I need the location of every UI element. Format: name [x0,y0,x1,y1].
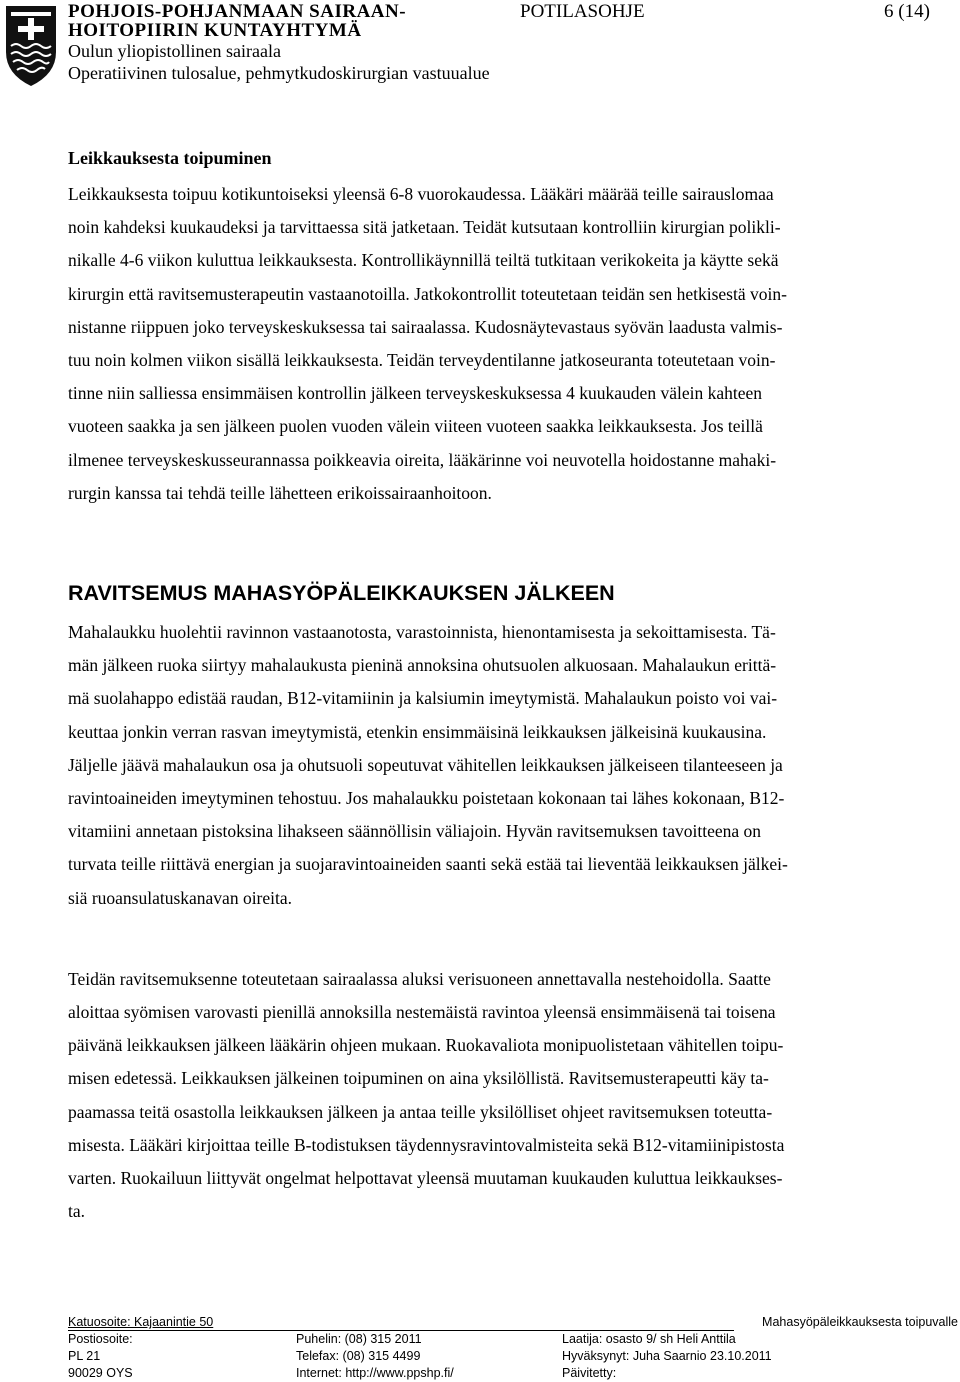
text-line: ravintoaineiden imeytyminen tehostuu. Jos mahalaukku poistetaan kokonaan tai lähes kokonaan, B12- [68,788,785,809]
text-line: kirurgin että ravitsemusterapeutin vastaanotoilla. Jatkokontrollit toteutetaan teidän sen hetkisestä voin- [68,283,787,304]
footer-address-column [68,1314,213,1382]
document-header [0,0,960,90]
section-heading-recovery: Leikkauksesta toipuminen [68,148,272,168]
text-line: misen edetessä. Leikkauksen jälkeinen toipuminen on aina yksilöllistä. Ravitsemusterapeutti käy ta- [68,1068,769,1089]
text-line: paamassa teitä osastolla leikkauksen jälkeen ja antaa teille yksilölliset ohjeet ravitsemuksen toteutta- [68,1101,773,1122]
document-body [68,148,936,1228]
unit-name: Operatiivinen tulosalue, pehmytkudoskirurgian vastuualue [68,63,490,83]
section-heading-nutrition: RAVITSEMUS MAHASYÖPÄLEIKKAUKSEN JÄLKEEN [68,581,615,606]
text-line: turvata teille riittävä energian ja suojaravintoaineiden saanti sekä estää tai lieventää leikkauksen jälkei- [68,854,788,875]
footer-contact-column [296,1314,454,1382]
text-line: ilmenee terveyskeskusseurannassa poikkeavia oireita, lääkärinne voi neuvotella hoidostanne mahaki- [68,449,777,470]
recovery-paragraph [68,178,936,510]
nutrition-paragraph-2 [68,963,936,1229]
page-number: 6 (14) [884,1,930,22]
footer-document-title: Mahasyöpäleikkauksesta toipuvalle [762,1315,958,1329]
organization-name-line1: POHJOIS-POHJANMAAN SAIRAAN- [68,1,407,22]
text-line: ta. [68,1201,86,1222]
internet-link[interactable]: Internet: http://www.ppshp.fi/ [296,1366,454,1380]
nutrition-paragraph-1 [68,616,936,915]
organization-name [68,2,406,40]
text-line: nistanne riippuen joko terveyskeskuksessa tai sairaalassa. Kudosnäytevastaus syövän laadusta valmis- [68,316,783,337]
document-type: POTILASOHJE [520,1,645,22]
text-line: päivänä leikkauksen jälkeen lääkärin ohjeen mukaan. Ruokavaliota monipuolistetaan vähitellen toipu- [68,1035,784,1056]
visit-address: Katuosoite: Kajaanintie 50 [68,1315,214,1329]
footer-meta-column [562,1314,772,1382]
text-line: Leikkauksesta toipuu kotikuntoiseksi yleensä 6-8 vuorokaudessa. Lääkäri määrää teille sairauslomaa [68,184,774,204]
postal-label: Postiosoite: [68,1332,133,1346]
postal-code: 90029 OYS [68,1366,133,1380]
text-line: mä suolahappo edistää raudan, B12-vitamiinin ja kalsiumin imeytymistä. Mahalaukun poisto voi vai- [68,688,778,709]
text-line: tinne niin salliessa ensimmäisen kontrollin jälkeen terveyskeskuksessa 4 kuukauden välein kahteen [68,383,762,404]
text-line: Teidän ravitsemuksenne toteutetaan sairaalassa aluksi verisuoneen annettavalla nestehoidolla. Saatte [68,968,771,989]
updated: Päivitetty: [562,1366,617,1380]
text-line: noin kahdeksi kuukaudeksi ja tarvittaessa sitä jatketaan. Teidät kutsutaan kontrolliin kirurgian polikli- [68,217,781,238]
hospital-district-logo [2,2,60,88]
text-line: varten. Ruokailuun liittyvät ongelmat helpottavat yleensä muutaman kuukauden kuluttua leikkaukses- [68,1168,783,1189]
text-line: keuttaa jonkin verran rasvan imeytymistä, etenkin ensimmäisinä leikkauksen jälkeisinä kuukausina. [68,721,767,742]
approver: Hyväksynyt: Juha Saarnio 23.10.2011 [562,1349,772,1363]
text-line: rurgin kanssa tai tehdä teille lähetteen erikoissairaanhoitoon. [68,482,492,503]
phone: Puhelin: (08) 315 2011 [296,1332,422,1346]
organization-name-line2: HOITOPIIRIN KUNTAYHTYMÄ [68,20,362,41]
author: Laatija: osasto 9/ sh Heli Anttila [562,1332,736,1346]
postal-box: PL 21 [68,1349,101,1363]
text-line: tuu noin kolmen viikon sisällä leikkauksesta. Teidän terveydentilanne jatkoseuranta toteutetaan voin- [68,350,776,371]
text-line: vuoteen saakka ja sen jälkeen puolen vuoden välein viiteen vuoteen saakka leikkauksesta. Jos teillä [68,416,763,437]
text-line: vitamiini annetaan pistoksina lihakseen säännöllisin väliajoin. Hyvän ravitsemuksen tavoitteena on [68,821,762,842]
telefax: Telefax: (08) 315 4499 [296,1349,421,1363]
text-line: misesta. Lääkäri kirjoittaa teille B-todistuksen täydennysravintovalmisteita sekä B12-vitamiinipistosta [68,1134,785,1155]
text-line: Mahalaukku huolehtii ravinnon vastaanotosta, varastoinnista, hienontamisesta ja sekoittamisesta. Tä- [68,622,776,643]
text-line: Jäljelle jäävä mahalaukun osa ja ohutsuoli sopeutuvat vähitellen leikkauksen jälkeiseen tilanteeseen ja [68,754,783,775]
text-line: nikalle 4-6 viikon kuluttua leikkauksesta. Kontrollikäynnillä teiltä tutkitaan verikokeita ja käytte sekä [68,250,779,271]
text-line: män jälkeen ruoka siirtyy mahalaukusta pieninä annoksina ohutsuolen alkuosaan. Mahalaukun erittä- [68,655,777,676]
hospital-name: Oulun yliopistollinen sairaala [68,41,281,61]
text-line: siä ruoansulatuskanavan oireita. [68,887,293,908]
text-line: aloittaa syömisen varovasti pienillä annoksilla nestemäistä ravintoa yleensä ensimmäisenä tai toisena [68,1002,776,1023]
